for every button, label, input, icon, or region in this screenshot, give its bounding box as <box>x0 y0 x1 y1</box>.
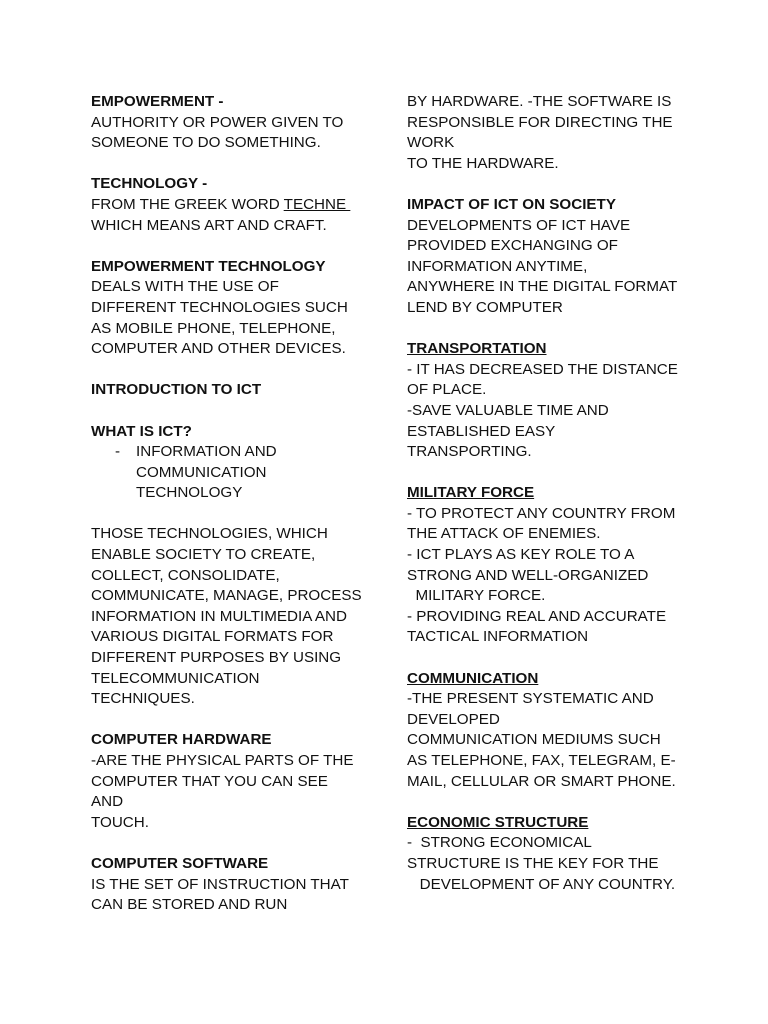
military-def-line: TACTICAL INFORMATION <box>407 628 589 646</box>
empowerment-heading: EMPOWERMENT - <box>91 93 224 110</box>
software-cont-line: WORK <box>407 134 455 152</box>
technology-def-line <box>91 195 366 216</box>
hardware-def-line: -ARE THE PHYSICAL PARTS OF THE <box>91 752 354 769</box>
econ-def-line: - STRONG ECONOMICAL <box>407 834 592 852</box>
ict-def-line: DIFFERENT PURPOSES BY USING <box>91 649 342 667</box>
intro-heading: INTRODUCTION TO ICT <box>91 381 262 399</box>
software-heading: COMPUTER SOFTWARE <box>91 854 269 872</box>
software-def-line: CAN BE STORED AND RUN <box>91 896 288 914</box>
right-column <box>407 92 687 895</box>
ict-def-line: COLLECT, CONSOLIDATE, <box>91 566 280 584</box>
bullet-line: TECHNOLOGY <box>136 484 243 502</box>
techne-word: TECHNE <box>283 195 351 213</box>
impact-def-line: LEND BY COMPUTER <box>407 298 563 316</box>
econ-def-line: DEVELOPMENT OF ANY COUNTRY. <box>407 875 676 893</box>
what-is-ict-heading: WHAT IS ICT? <box>91 422 192 440</box>
comm-def-line: AS TELEPHONE, FAX, TELEGRAM, E- <box>407 752 676 769</box>
comm-def-line: MAIL, CELLULAR OR SMART PHONE. <box>407 772 676 790</box>
military-def-line: - ICT PLAYS AS KEY ROLE TO A <box>407 546 635 564</box>
technology-def-line: WHICH MEANS ART AND CRAFT. <box>91 216 327 234</box>
transport-def-line: OF PLACE. <box>407 381 487 399</box>
impact-def-line: ANYWHERE IN THE DIGITAL FORMAT <box>407 278 678 296</box>
economic-heading: ECONOMIC STRUCTURE <box>407 813 589 831</box>
transportation-heading: TRANSPORTATION <box>407 340 547 358</box>
emp-tech-def-line: COMPUTER AND OTHER DEVICES. <box>91 340 346 358</box>
bullet-line: INFORMATION AND <box>136 443 277 461</box>
ict-def-line: COMMUNICATE, MANAGE, PROCESS <box>91 587 362 605</box>
transport-def-line: TRANSPORTING. <box>407 443 532 461</box>
emp-tech-def-line: AS MOBILE PHONE, TELEPHONE, <box>91 319 336 337</box>
military-heading: MILITARY FORCE <box>407 484 535 502</box>
software-def-line: IS THE SET OF INSTRUCTION THAT <box>91 875 349 893</box>
software-cont-line: BY HARDWARE. -THE SOFTWARE IS <box>407 93 672 110</box>
technology-def-prefix: FROM THE GREEK WORD <box>91 195 284 213</box>
communication-heading: COMMUNICATION <box>407 669 539 687</box>
military-def-line: STRONG AND WELL-ORGANIZED <box>407 566 649 584</box>
hardware-def-line: TOUCH. <box>91 813 149 831</box>
left-column <box>91 92 366 916</box>
impact-def-line: DEVELOPMENTS OF ICT HAVE <box>407 216 631 234</box>
emp-tech-def-line: DIFFERENT TECHNOLOGIES SUCH <box>91 298 348 316</box>
military-def-line: - TO PROTECT ANY COUNTRY FROM <box>407 504 676 522</box>
econ-def-line: STRUCTURE IS THE KEY FOR THE <box>407 854 659 872</box>
comm-def-line: COMMUNICATION MEDIUMS SUCH <box>407 731 661 749</box>
military-def-line: THE ATTACK OF ENEMIES. <box>407 525 601 543</box>
empowerment-technology-heading: EMPOWERMENT TECHNOLOGY <box>91 257 326 275</box>
comm-def-line: -THE PRESENT SYSTEMATIC AND <box>407 690 654 708</box>
ict-def-line: INFORMATION IN MULTIMEDIA AND <box>91 607 347 625</box>
software-cont-line: TO THE HARDWARE. <box>407 154 559 172</box>
software-cont-line: RESPONSIBLE FOR DIRECTING THE <box>407 113 673 131</box>
impact-heading: IMPACT OF ICT ON SOCIETY <box>407 195 616 213</box>
military-def-line: - PROVIDING REAL AND ACCURATE <box>407 607 667 625</box>
military-def-line: MILITARY FORCE. <box>407 587 546 605</box>
ict-def-line: ENABLE SOCIETY TO CREATE, <box>91 546 316 564</box>
ict-def-line: VARIOUS DIGITAL FORMATS FOR <box>91 628 334 646</box>
transport-def-line: - IT HAS DECREASED THE DISTANCE <box>407 360 678 378</box>
ict-def-line: TECHNIQUES. <box>91 690 195 708</box>
hardware-heading: COMPUTER HARDWARE <box>91 731 272 749</box>
impact-def-line: INFORMATION ANYTIME, <box>407 257 588 275</box>
transport-def-line: ESTABLISHED EASY <box>407 422 556 440</box>
hardware-def-line: COMPUTER THAT YOU CAN SEE <box>91 772 328 790</box>
bullet-dash: - <box>115 443 121 461</box>
emp-tech-def-line: DEALS WITH THE USE OF <box>91 278 279 296</box>
bullet-line: COMMUNICATION <box>136 463 267 481</box>
ict-def-line: THOSE TECHNOLOGIES, WHICH <box>91 525 328 543</box>
empowerment-def-line: AUTHORITY OR POWER GIVEN TO <box>91 113 344 131</box>
hardware-def-line: AND <box>91 793 124 811</box>
technology-heading: TECHNOLOGY - <box>91 175 208 193</box>
what-is-ict-bullet <box>91 442 366 504</box>
transport-def-line: -SAVE VALUABLE TIME AND <box>407 401 609 419</box>
ict-def-line: TELECOMMUNICATION <box>91 669 260 687</box>
empowerment-def-line: SOMEONE TO DO SOMETHING. <box>91 134 321 152</box>
comm-def-line: DEVELOPED <box>407 710 500 728</box>
impact-def-line: PROVIDED EXCHANGING OF <box>407 237 618 255</box>
